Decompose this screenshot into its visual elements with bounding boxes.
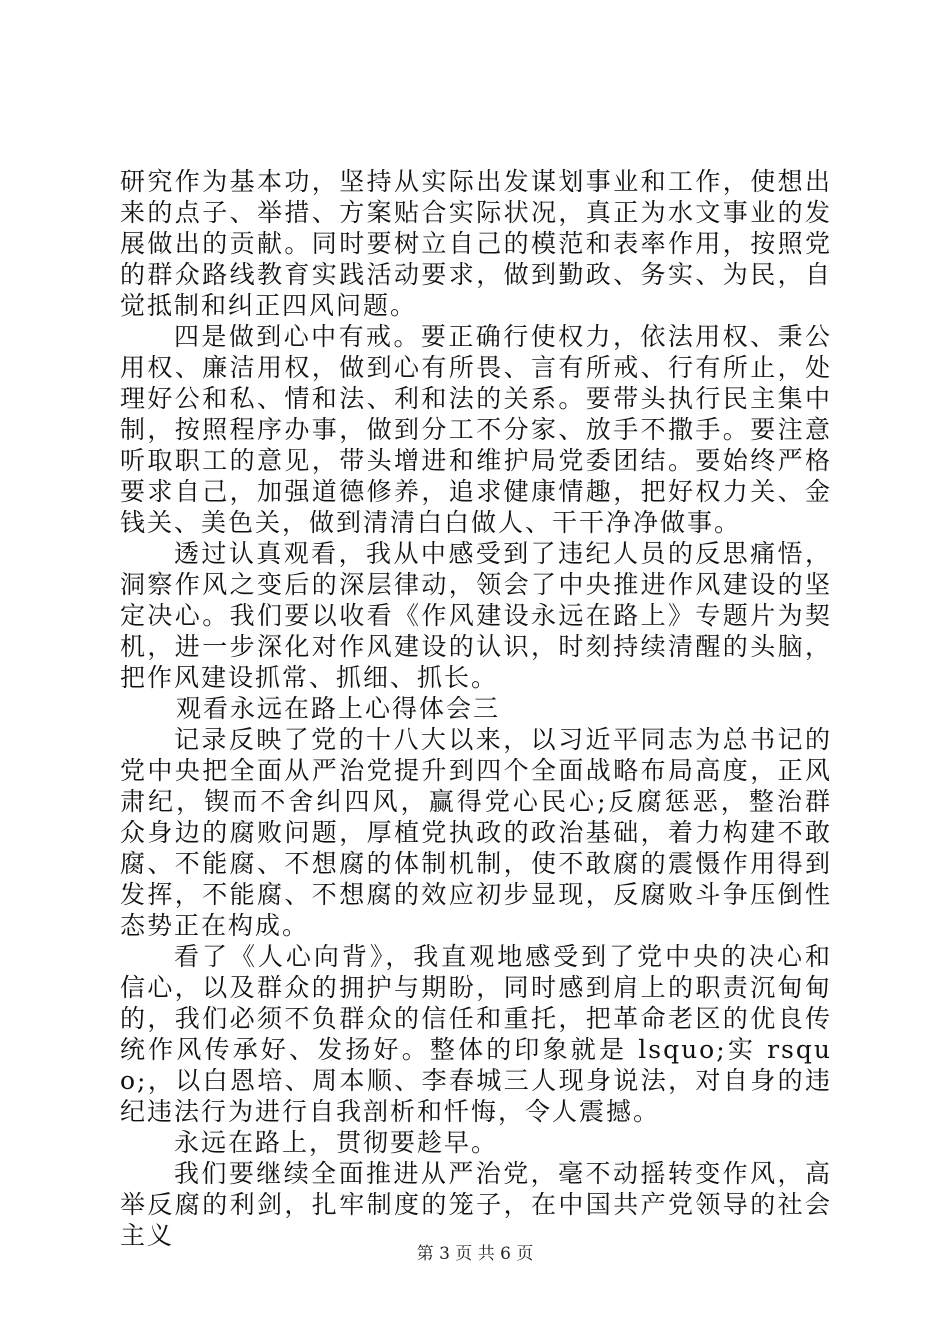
paragraph-final: 我们要继续全面推进从严治党，毫不动摇转变作风，高举反腐的利剑，扎牢制度的笼子，在中国共产党领导的社会主义: [120, 1159, 832, 1250]
paragraph-four-principle: 四是做到心中有戒。要正确行使权力，依法用权、秉公用权、廉洁用权，做到心有所畏、言有所戒、行有所止，处理好公和私、情和法、利和法的关系。要带头执行民主集中制，按照程序办事，做到分工不分家、放手不撒手。要注意听取职工的意见，带头增进和维护局党委团结。要始终严格要求自己，加强道德修养，追求健康情趣，把好权力关、金钱关、美色关，做到清清白白做人、干干净净做事。: [120, 322, 832, 537]
section-title: 观看永远在路上心得体会三: [176, 694, 501, 723]
paragraph-continued: 研究作为基本功，坚持从实际出发谋划事业和工作，使想出来的点子、举措、方案贴合实际状况，真正为水文事业的发展做出的贡献。同时要树立自己的模范和表率作用，按照党的群众路线教育实践活动要求，做到勤政、务实、为民，自觉抵制和纠正四风问题。: [120, 167, 832, 320]
paragraph-record: 记录反映了党的十八大以来，以习近平同志为总书记的党中央把全面从严治党提升到四个全面战略布局高度，正风肃纪，锲而不舍纠四风，赢得党心民心;反腐惩恶，整治群众身边的腐败问题，厚植党执政的政治基础，着力构建不敢腐、不能腐、不想腐的体制机制，使不敢腐的震慑作用得到发挥，不能腐、不想腐的效应初步显现，反腐败斗争压倒性态势正在构成。: [120, 725, 832, 940]
paragraph-renxin: 看了《人心向背》，我直观地感受到了党中央的决心和信心，以及群众的拥护与期盼，同时感到肩上的职责沉甸甸的，我们必须不负群众的信任和重托，把革命老区的优良传统作风传承好、发扬好。整体的印象就是 lsquo;实 rsquo;，以白恩培、周本顺、李春城三人现身说法，对自身的违纪违法行为进行自我剖析和忏悔，令人震撼。: [120, 942, 832, 1126]
paragraph-reflection: 透过认真观看，我从中感受到了违纪人员的反思痛悟，洞察作风之变后的深层律动，领会了中央推进作风建设的坚定决心。我们要以收看《作风建设永远在路上》专题片为契机，进一步深化对作风建设的认识，时刻持续清醒的头脑，把作风建设抓常、抓细、抓长。: [120, 539, 832, 692]
page-footer: 第 3 页 共 6 页: [416, 1244, 534, 1264]
document-body: [120, 166, 832, 1251]
paragraph-short: 永远在路上，贯彻要趁早。: [174, 1128, 499, 1157]
